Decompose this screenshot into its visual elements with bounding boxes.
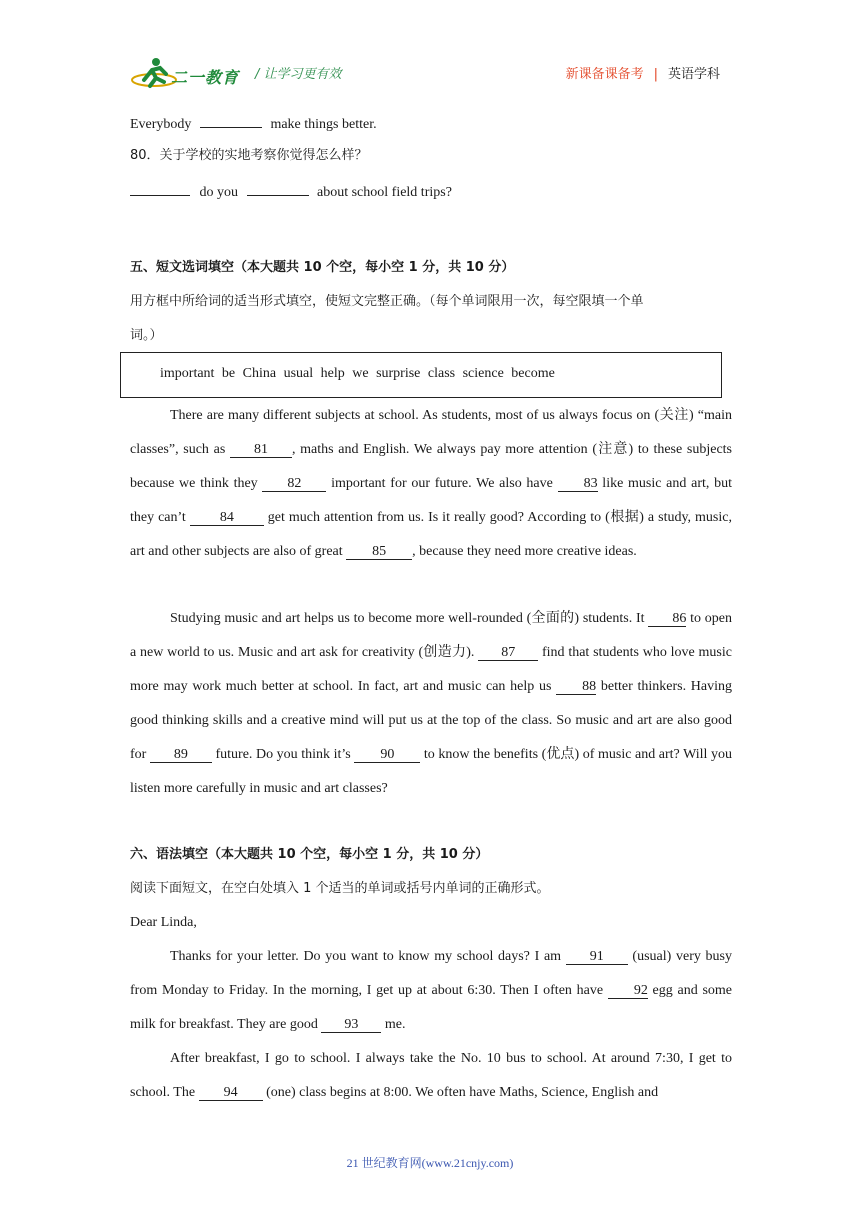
passage-5-paragraph-2 (130, 602, 732, 805)
text: (usual) very busy from Monday to Friday. In the morning, I get up at about 6:30. Then I often have (130, 949, 732, 998)
text: egg and some milk for breakfast. They are good (130, 982, 732, 1032)
header-subject (566, 63, 720, 82)
text: , maths and English. We always pay more attention (注意) to these subjects because we think they (130, 441, 732, 491)
header-slogan: / 让学习更有效 (255, 67, 342, 82)
answer-blank[interactable] (200, 112, 262, 128)
text: to open a new world to us. Music and art ask for creativity (创造力). (130, 611, 732, 660)
blank-86[interactable]: 86 (648, 611, 686, 627)
blank-87[interactable]: 87 (478, 645, 538, 661)
question-80-line (130, 180, 452, 203)
q80-text-b: about school field trips? (317, 185, 452, 200)
text: future. Do you think it’s (211, 746, 355, 762)
text: Studying music and art helps us to become more well-rounded (全面的) students. It (170, 611, 649, 626)
section-5-title: 五、短文选词填空（本大题共 10 个空，每小空 1 分，共 10 分） (130, 260, 515, 275)
blank-85[interactable]: 85 (346, 544, 412, 560)
header-separator: | (653, 67, 658, 82)
text: like music and art, but they can’t (130, 475, 732, 525)
blank-83[interactable]: 83 (558, 476, 598, 492)
text: better thinkers. Having good thinking skills and a creative mind will put us at the top of the class. So music and art are also good for (130, 678, 733, 762)
section-6-title: 六、语法填空（本大题共 10 个空，每小空 1 分，共 10 分） (130, 847, 489, 862)
blank-82[interactable]: 82 (262, 476, 326, 492)
text: , because they need more creative ideas. (412, 543, 637, 559)
text: There are many different subjects at school. As students, most of us always focus on (关注) “main classes”, such as (130, 408, 732, 457)
q79-text-a: Everybody (130, 117, 192, 132)
section-5-instructions-cont: 词。） (130, 328, 163, 343)
word-box (120, 352, 722, 398)
answer-blank[interactable] (247, 180, 309, 196)
blank-89[interactable]: 89 (150, 747, 212, 763)
blank-94[interactable]: 94 (199, 1085, 263, 1101)
section-5-instructions: 用方框中所给词的适当形式填空，使短文完整正确。（每个单词限用一次，每空限填一个单 (130, 294, 644, 309)
text: find that students who love music more may work much better at school. In fact, art and music can help us (130, 644, 732, 694)
header-course-label: 新课备课备考 (565, 67, 644, 82)
question-79-line (130, 112, 377, 135)
letter-greeting: Dear Linda, (130, 915, 197, 930)
page-footer: 21 世纪教育网(www.21cnjy.com) (346, 1156, 514, 1170)
passage-6-paragraph-1 (130, 940, 732, 1042)
text: (one) class begins at 8:00. We often have Maths, Science, English and (262, 1084, 659, 1100)
blank-92[interactable]: 92 (608, 983, 648, 999)
word-box-words: important be China usual help we surprise class science become (160, 366, 555, 381)
q80-text-a: do you (199, 185, 238, 200)
text: After breakfast, I go to school. I always take the No. 10 bus to school. At around 7:30, I get to school. The (130, 1051, 732, 1100)
logo-text: 二一教育 (171, 68, 240, 87)
text: important for our future. We also have (326, 475, 558, 491)
answer-blank[interactable] (130, 180, 190, 196)
text: get much attention from us. Is it really good? According to (根据) a study, music, art and other subjects are also of great (130, 509, 732, 559)
section-6-instructions: 阅读下面短文，在空白处填入 1 个适当的单词或括号内单词的正确形式。 (130, 881, 550, 896)
blank-81[interactable]: 81 (230, 442, 292, 458)
blank-91[interactable]: 91 (566, 949, 628, 965)
question-80-prompt: 80．关于学校的实地考察你觉得怎么样？ (130, 148, 368, 163)
blank-84[interactable]: 84 (190, 510, 264, 526)
blank-88[interactable]: 88 (556, 679, 596, 695)
header-subject-label: 英语学科 (667, 67, 720, 82)
passage-6-paragraph-2 (130, 1042, 732, 1110)
q79-text-b: make things better. (270, 117, 377, 132)
blank-90[interactable]: 90 (354, 747, 420, 763)
text: me. (381, 1016, 406, 1032)
page-header (130, 56, 730, 92)
text: Thanks for your letter. Do you want to know my school days? I am (170, 949, 566, 964)
passage-5-paragraph-1 (130, 399, 732, 569)
text: to know the benefits (优点) of music and art? Will you listen more carefully in music and art classes? (130, 746, 732, 796)
blank-93[interactable]: 93 (321, 1017, 381, 1033)
